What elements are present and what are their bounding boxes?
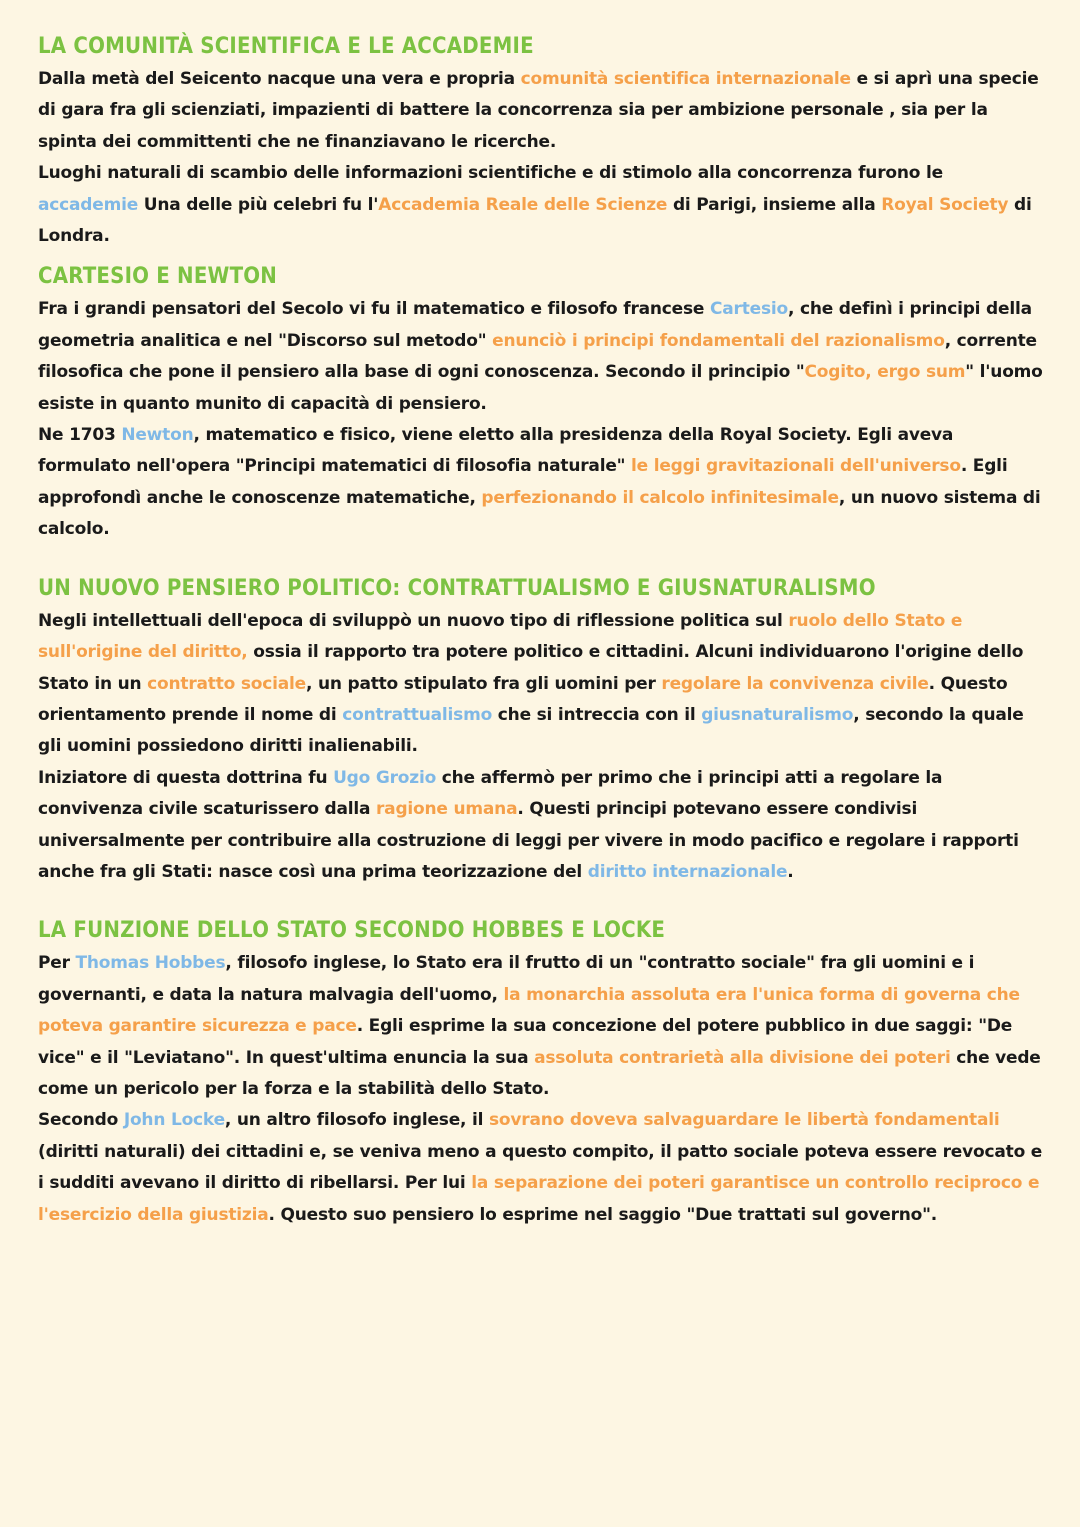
highlight-orange: Royal Society bbox=[881, 194, 1009, 215]
paragraph bbox=[38, 1105, 1044, 1231]
highlight-orange: contratto sociale bbox=[147, 673, 306, 694]
text-run: , secondo la quale gli uomini possiedono diritti inalienabili. bbox=[38, 704, 1024, 757]
text-run: che si intreccia con il bbox=[492, 704, 702, 725]
text-run: Fra i grandi pensatori del Secolo vi fu il matematico e filosofo francese bbox=[38, 299, 710, 320]
highlight-blue: Thomas Hobbes bbox=[75, 953, 226, 974]
highlight-blue: contrattualismo bbox=[342, 704, 493, 725]
text-run: che vede come un pericolo per la forza e la stabilità dello Stato. bbox=[38, 1047, 1041, 1099]
highlight-orange: Cogito, ergo sum bbox=[804, 362, 966, 383]
highlight-orange: le leggi gravitazionali dell'universo bbox=[631, 456, 961, 477]
highlight-orange: ragione umana bbox=[376, 799, 518, 820]
highlight-orange: assoluta contrarietà alla divisione dei poteri bbox=[534, 1047, 951, 1068]
highlight-blue: John Locke bbox=[123, 1110, 225, 1131]
text-run: di Londra. bbox=[38, 194, 1032, 247]
paragraph bbox=[38, 763, 1044, 889]
text-run: , che definì i principi della geometria analitica e nel "Discorso sul metodo" bbox=[38, 299, 1032, 351]
text-run: . bbox=[787, 861, 794, 882]
text-run: e si aprì una specie di gara fra gli scienziati, impazienti di battere la concorrenza sia per ambizione personale , sia per la spinta dei committenti che ne finanziavano le ricerche. bbox=[38, 69, 1039, 152]
text-run: . Questo suo pensiero lo esprime nel saggio "Due trattati sul governo". bbox=[268, 1204, 938, 1225]
section-heading: CARTESIO E NEWTON bbox=[38, 264, 278, 290]
text-run: . Egli approfondì anche le conoscenze matematiche, bbox=[38, 456, 1008, 508]
section-hobbes-locke bbox=[38, 914, 1044, 1231]
highlight-blue: giusnaturalismo bbox=[701, 704, 854, 725]
highlight-blue: accademie bbox=[38, 194, 139, 215]
text-run: Ne 1703 bbox=[38, 425, 122, 446]
highlight-orange: la separazione dei poteri garantisce un controllo reciproco e l'esercizio della giustizia bbox=[38, 1173, 1040, 1225]
highlight-orange: comunità scientifica internazionale bbox=[520, 69, 851, 89]
text-run: , corrente filosofica che pone il pensiero alla base di ogni conoscenza. Secondo il principio " bbox=[38, 330, 1037, 383]
highlight-orange: ruolo dello Stato e sull'origine del diritto, bbox=[38, 610, 963, 663]
text-run: Luoghi naturali di scambio delle informazioni scientifiche e di stimolo alla concorrenza furono le bbox=[38, 163, 943, 184]
text-run: (diritti naturali) dei cittadini e, se veniva meno a questo compito, il patto sociale poteva essere revocato e i sudditi avevano il diritto di ribellarsi. Per lui bbox=[38, 1141, 1043, 1194]
text-run: ossia il rapporto tra potere politico e cittadini. Alcuni individuarono l'origine dello Stato in un bbox=[38, 642, 1024, 694]
section-pensiero-politico bbox=[38, 572, 1044, 889]
highlight-orange: perfezionando il calcolo infinitesimale bbox=[481, 487, 839, 508]
text-run: . Questi principi potevano essere condivisi universalmente per contribuire alla costruzione di leggi per vivere in modo pacifico e regolare i rapporti anche fra gli Stati: nasce così una prima teorizzazione del bbox=[38, 799, 1019, 882]
highlight-orange: regolare la convivenza civile bbox=[661, 673, 929, 694]
highlight-blue: Newton bbox=[121, 425, 194, 446]
paragraph bbox=[38, 948, 1044, 1105]
section-cartesio-newton bbox=[38, 260, 1044, 545]
highlight-blue: diritto internazionale bbox=[587, 861, 788, 882]
highlight-orange: enunciò i principi fondamentali del razionalismo bbox=[492, 330, 945, 351]
text-run: Per bbox=[38, 953, 76, 974]
text-run: Iniziatore di questa dottrina fu bbox=[38, 767, 334, 788]
text-run: . Questo orientamento prende il nome di bbox=[38, 673, 1008, 725]
text-run: Negli intellettuali dell'epoca di sviluppò un nuovo tipo di riflessione politica sul bbox=[38, 610, 789, 631]
section-heading: UN NUOVO PENSIERO POLITICO: CONTRATTUALISMO E GIUSNATURALISMO bbox=[38, 575, 876, 601]
highlight-blue: Ugo Grozio bbox=[333, 767, 437, 788]
text-run: " l'uomo esiste in quanto munito di capacità di pensiero. bbox=[38, 362, 1043, 414]
paragraph bbox=[38, 294, 1044, 420]
text-run: , un nuovo sistema di calcolo. bbox=[38, 487, 1041, 540]
text-run: , filosofo inglese, lo Stato era il frutto di un "contratto sociale" fra gli uomini e i governanti, e data la natura malvagia dell'uomo, bbox=[38, 953, 975, 1005]
section-heading: LA COMUNITÀ SCIENTIFICA E LE ACCADEMIE bbox=[38, 34, 534, 59]
highlight-orange: la monarchia assoluta era l'unica forma di governa che poteva garantire sicurezza e pace bbox=[38, 984, 1020, 1037]
text-run: di Parigi, insieme alla bbox=[667, 194, 882, 215]
highlight-orange: sovrano doveva salvaguardare le libertà fondamentali bbox=[489, 1110, 1000, 1131]
paragraph bbox=[38, 420, 1044, 546]
paragraph bbox=[38, 64, 1044, 158]
highlight-blue: Cartesio bbox=[709, 299, 788, 320]
text-run: , matematico e fisico, viene eletto alla presidenza della Royal Society. Egli aveva formulato nell'opera "Principi matematici di filosofia naturale" bbox=[38, 425, 954, 477]
section-heading: LA FUNZIONE DELLO STATO SECONDO HOBBES E LOCKE bbox=[38, 918, 666, 944]
paragraph bbox=[38, 606, 1044, 763]
text-run: . Egli esprime la sua concezione del potere pubblico in due saggi: "De vice" e il "Leviatano". In quest'ultima enuncia la sua bbox=[38, 1016, 1013, 1068]
section-accademie bbox=[38, 30, 1044, 252]
text-run: Secondo bbox=[38, 1110, 124, 1131]
text-run: che affermò per primo che i principi atti a regolare la convivenza civile scaturissero dalla bbox=[38, 767, 943, 820]
paragraph bbox=[38, 158, 1044, 252]
highlight-orange: Accademia Reale delle Scienze bbox=[378, 194, 668, 215]
text-run: , un patto stipulato fra gli uomini per bbox=[305, 673, 662, 694]
text-run: Dalla metà del Seicento nacque una vera e propria bbox=[38, 69, 521, 89]
text-run: Una delle più celebri fu l' bbox=[138, 194, 379, 215]
text-run: , un altro filosofo inglese, il bbox=[224, 1110, 490, 1131]
